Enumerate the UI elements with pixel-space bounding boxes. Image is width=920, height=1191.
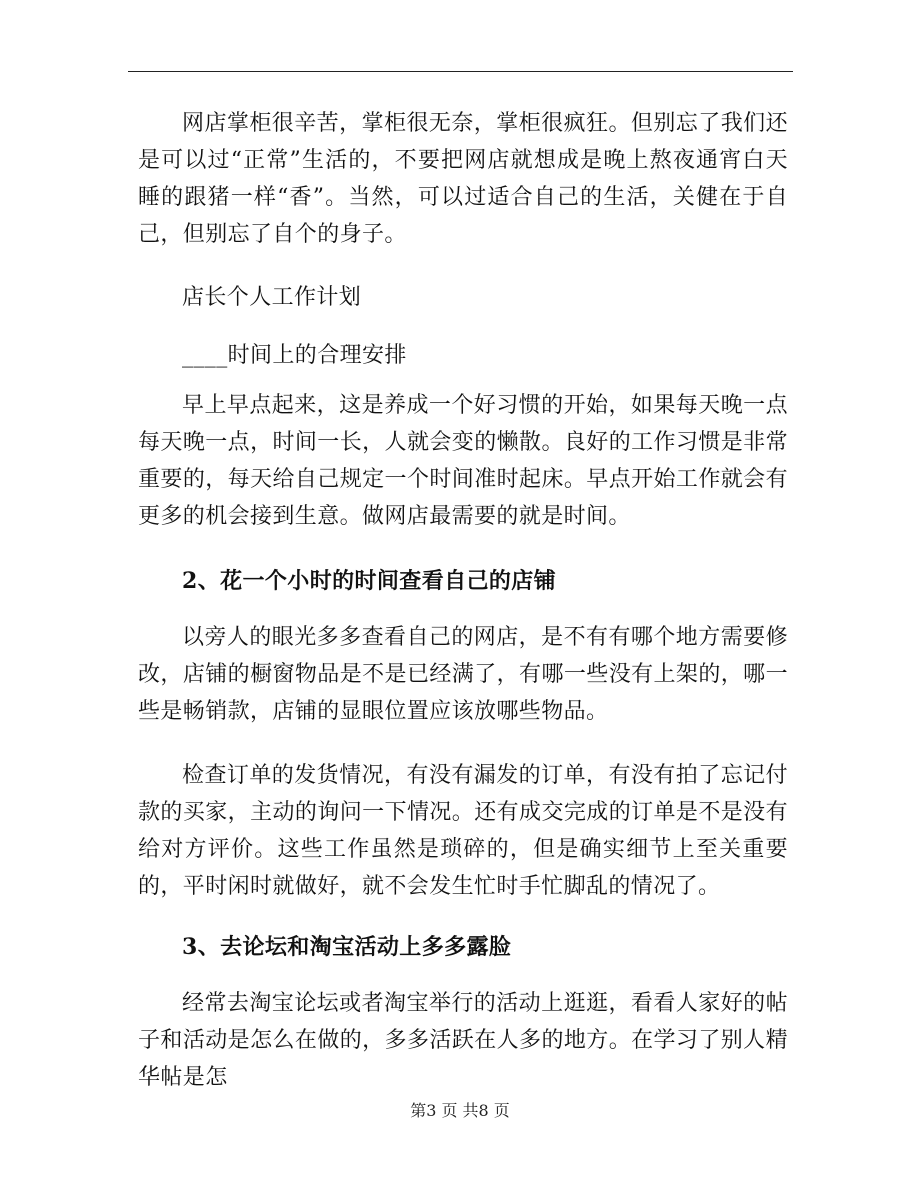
paragraph-orders: 检查订单的发货情况，有没有漏发的订单，有没有拍了忘记付款的买家，主动的询问一下情况。还有成交完成的订单是不是没有给对方评价。这些工作虽然是琐碎的，但是确实细节上至关重要的，平时闲时就做好，就不会发生忙时手忙脚乱的情况了。 xyxy=(138,763,788,899)
heading-forum: 3、去论坛和淘宝活动上多多露脸 xyxy=(182,934,512,960)
section-title: 店长个人工作计划 xyxy=(182,285,362,310)
paragraph-morning: 早上早点起来，这是养成一个好习惯的开始，如果每天晚一点每天晚一点，时间一长，人就会变的懒散。良好的工作习惯是非常重要的，每天给自己规定一个时间准时起床。早点开始工作就会有更多的机会接到生意。做网店最需要的就是时间。 xyxy=(138,393,788,529)
paragraph-forum: 经常去淘宝论坛或者淘宝举行的活动上逛逛，看看人家好的帖子和活动是怎么在做的，多多活跃在人多的地方。在学习了别人精华帖是怎 xyxy=(138,991,788,1090)
paragraph-intro: 网店掌柜很辛苦，掌柜很无奈，掌柜很疯狂。但别忘了我们还是可以过“正常”生活的，不要把网店就想成是晚上熬夜通宵白天睡的跟猪一样“香”。当然，可以过适合自己的生活，关健在于自己，但别忘了自个的身子。 xyxy=(138,111,788,247)
list-item-time-arrangement: ____时间上的合理安排 xyxy=(182,343,407,368)
paragraph-shop-review: 以旁人的眼光多多查看自己的网店，是不有有哪个地方需要修改，店铺的橱窗物品是不是已经满了，有哪一些没有上架的，哪一些是畅销款，店铺的显眼位置应该放哪些物品。 xyxy=(138,625,788,724)
header-rule xyxy=(128,71,793,72)
page-number-footer: 第3 页 共8 页 xyxy=(410,1101,510,1120)
heading-check-shop: 2、花一个小时的时间查看自己的店铺 xyxy=(182,568,557,594)
